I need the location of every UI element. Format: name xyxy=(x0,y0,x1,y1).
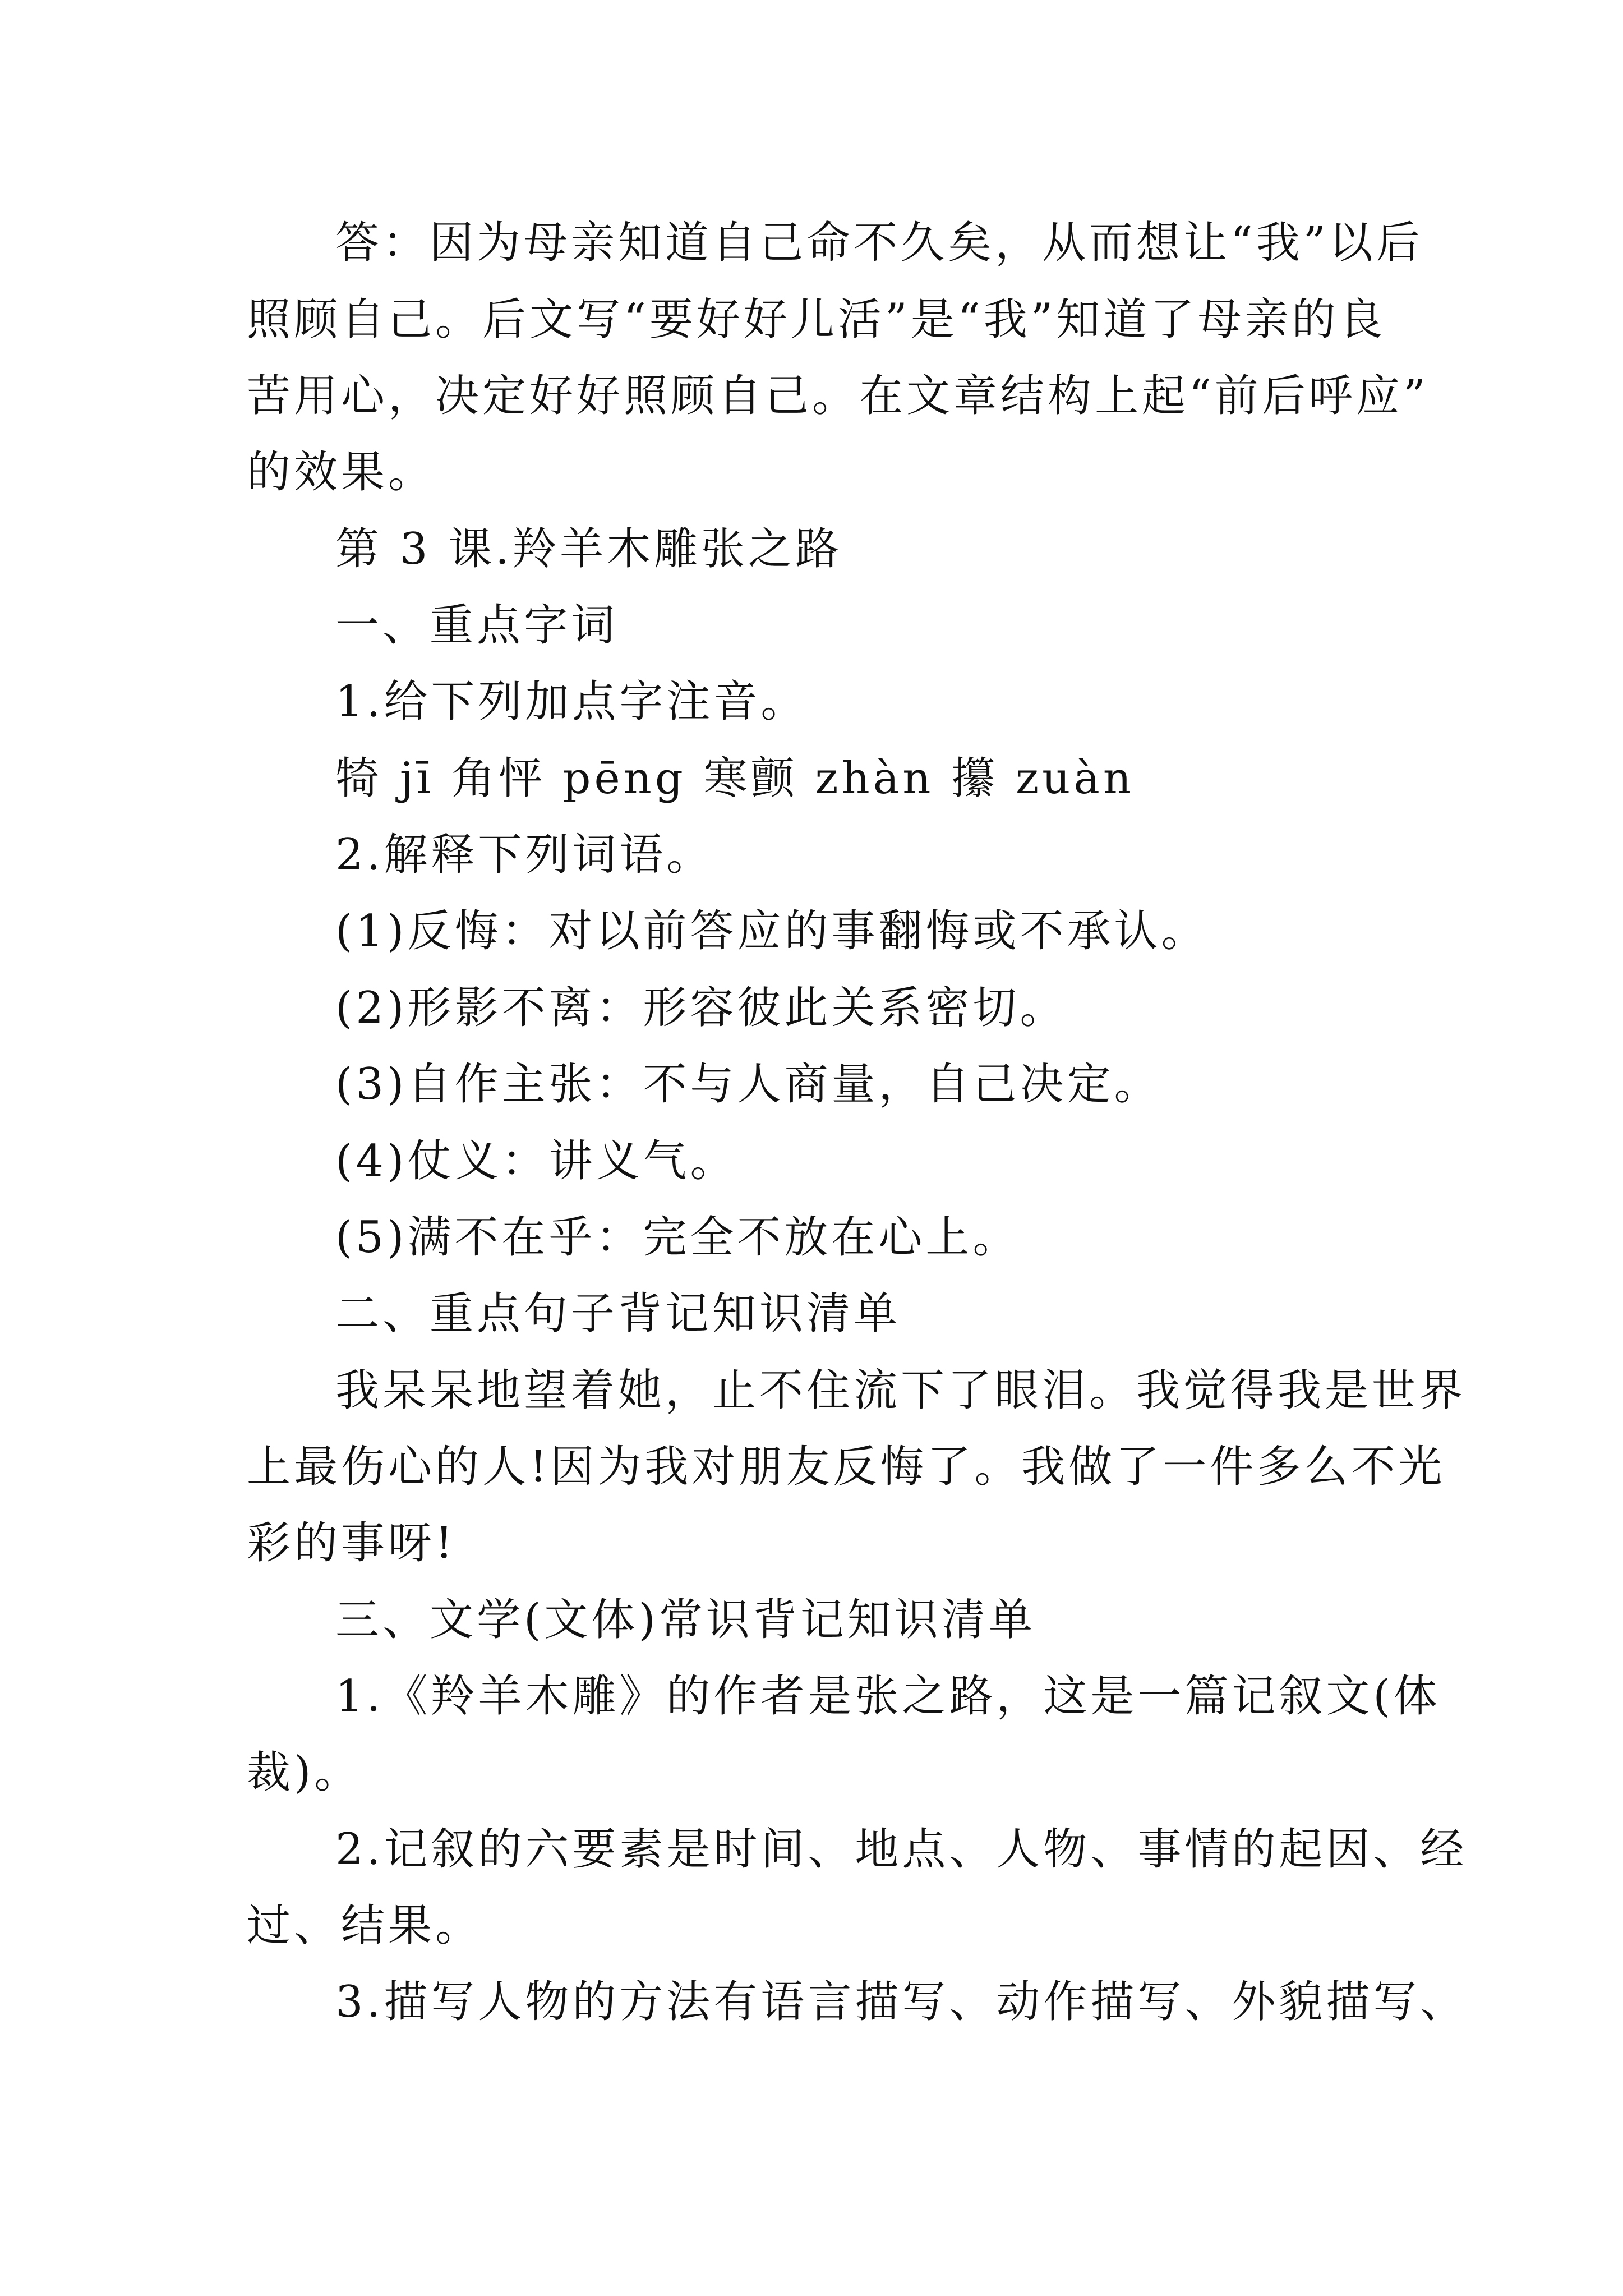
text-line: 2.解释下列词语。 xyxy=(335,830,714,880)
text-line: 过、结果。 xyxy=(247,1901,483,1951)
text-line: (1)反悔：对以前答应的事翻悔或不承认。 xyxy=(335,906,1209,956)
text-line: 裁)。 xyxy=(247,1747,362,1798)
text-line: (3)自作主张：不与人商量，自己决定。 xyxy=(335,1059,1161,1110)
text-line: 3.描写人物的方法有语言描写、动作描写、外貌描写、 xyxy=(335,1977,1468,2027)
text-line: 2.记叙的六要素是时间、地点、人物、事情的起因、经 xyxy=(335,1824,1468,1875)
text-line: 答：因为母亲知道自己命不久矣，从而想让“我”以后 xyxy=(335,218,1423,268)
text-line: (2)形影不离：形容彼此关系密切。 xyxy=(335,983,1067,1033)
section-heading: 一、重点字词 xyxy=(335,600,619,651)
text-line: 上最伤心的人!因为我对朋友反悔了。我做了一件多么不光 xyxy=(247,1442,1446,1492)
text-line: 我呆呆地望着她，止不住流下了眼泪。我觉得我是世界 xyxy=(335,1365,1467,1416)
text-line: 照顾自己。后文写“要好好儿活”是“我”知道了母亲的良 xyxy=(247,295,1386,345)
text-line: 的效果。 xyxy=(247,447,436,498)
lesson-title: 第 3 课.羚羊木雕张之路 xyxy=(335,524,843,574)
text-line: 彩的事呀! xyxy=(247,1518,457,1568)
text-line: (5)满不在乎：完全不放在心上。 xyxy=(335,1212,1020,1263)
section-heading: 三、文学(文体)常识背记知识清单 xyxy=(335,1595,1036,1645)
text-line: 1.给下列加点字注音。 xyxy=(335,677,808,727)
text-line: 苦用心，决定好好照顾自己。在文章结构上起“前后呼应” xyxy=(247,371,1429,421)
text-line: 1.《羚羊木雕》的作者是张之路，这是一篇记叙文(体 xyxy=(335,1671,1441,1722)
section-heading: 二、重点句子背记知识清单 xyxy=(335,1289,901,1339)
text-line: 犄 jī 角怦 pēng 寒颤 zhàn 攥 zuàn xyxy=(335,753,1135,804)
text-line: (4)仗义：讲义气。 xyxy=(335,1136,737,1186)
